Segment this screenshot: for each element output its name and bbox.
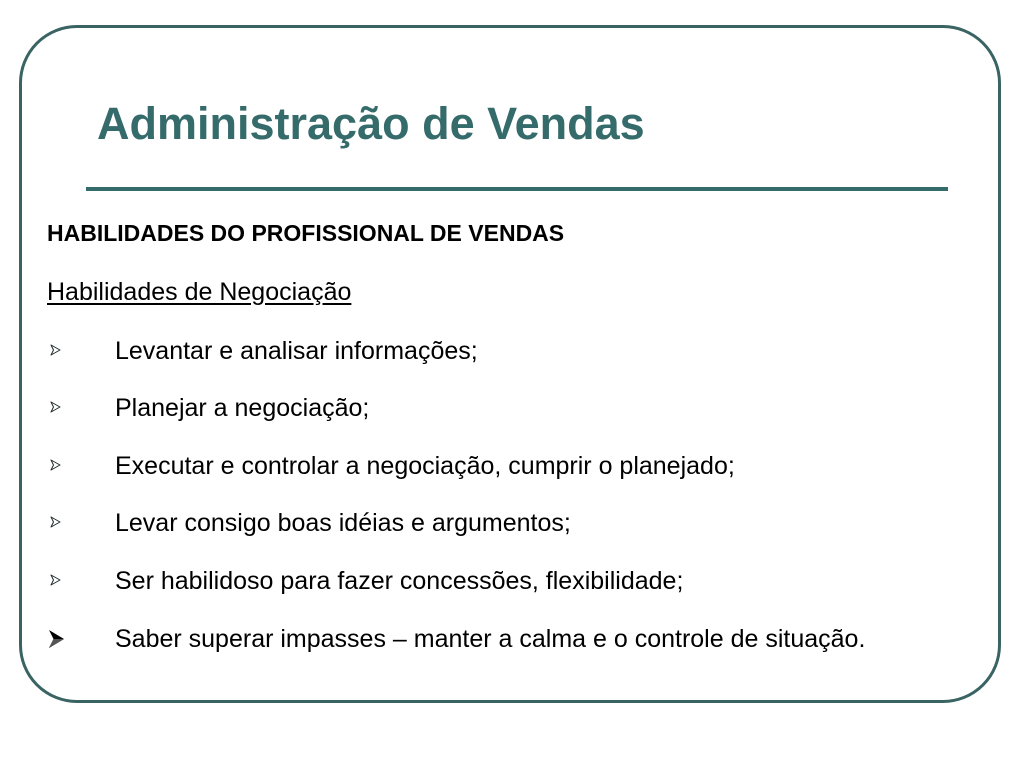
arrow-bullet-outline-icon [46, 508, 66, 536]
slide-title: Administração de Vendas [97, 98, 645, 149]
arrow-bullet-outline-icon [46, 566, 66, 594]
arrow-bullet-outline-icon [46, 451, 66, 479]
arrow-bullet-outline-icon [46, 336, 66, 364]
arrow-bullet-outline-icon [46, 393, 66, 421]
bullet-text: Saber superar impasses – manter a calma e o controle de situação. [115, 625, 866, 653]
section-subheading: Habilidades de Negociação [47, 278, 352, 306]
bullet-text: Levantar e analisar informações; [115, 337, 478, 365]
section-heading: HABILIDADES DO PROFISSIONAL DE VENDAS [47, 220, 565, 246]
bullet-text: Ser habilidoso para fazer concessões, flexibilidade; [115, 567, 684, 595]
arrow-bullet-solid-icon [46, 625, 66, 653]
title-underline [86, 187, 948, 191]
bullet-text: Levar consigo boas idéias e argumentos; [115, 509, 571, 537]
bullet-text: Planejar a negociação; [115, 394, 370, 422]
bullet-text: Executar e controlar a negociação, cumprir o planejado; [115, 452, 735, 480]
